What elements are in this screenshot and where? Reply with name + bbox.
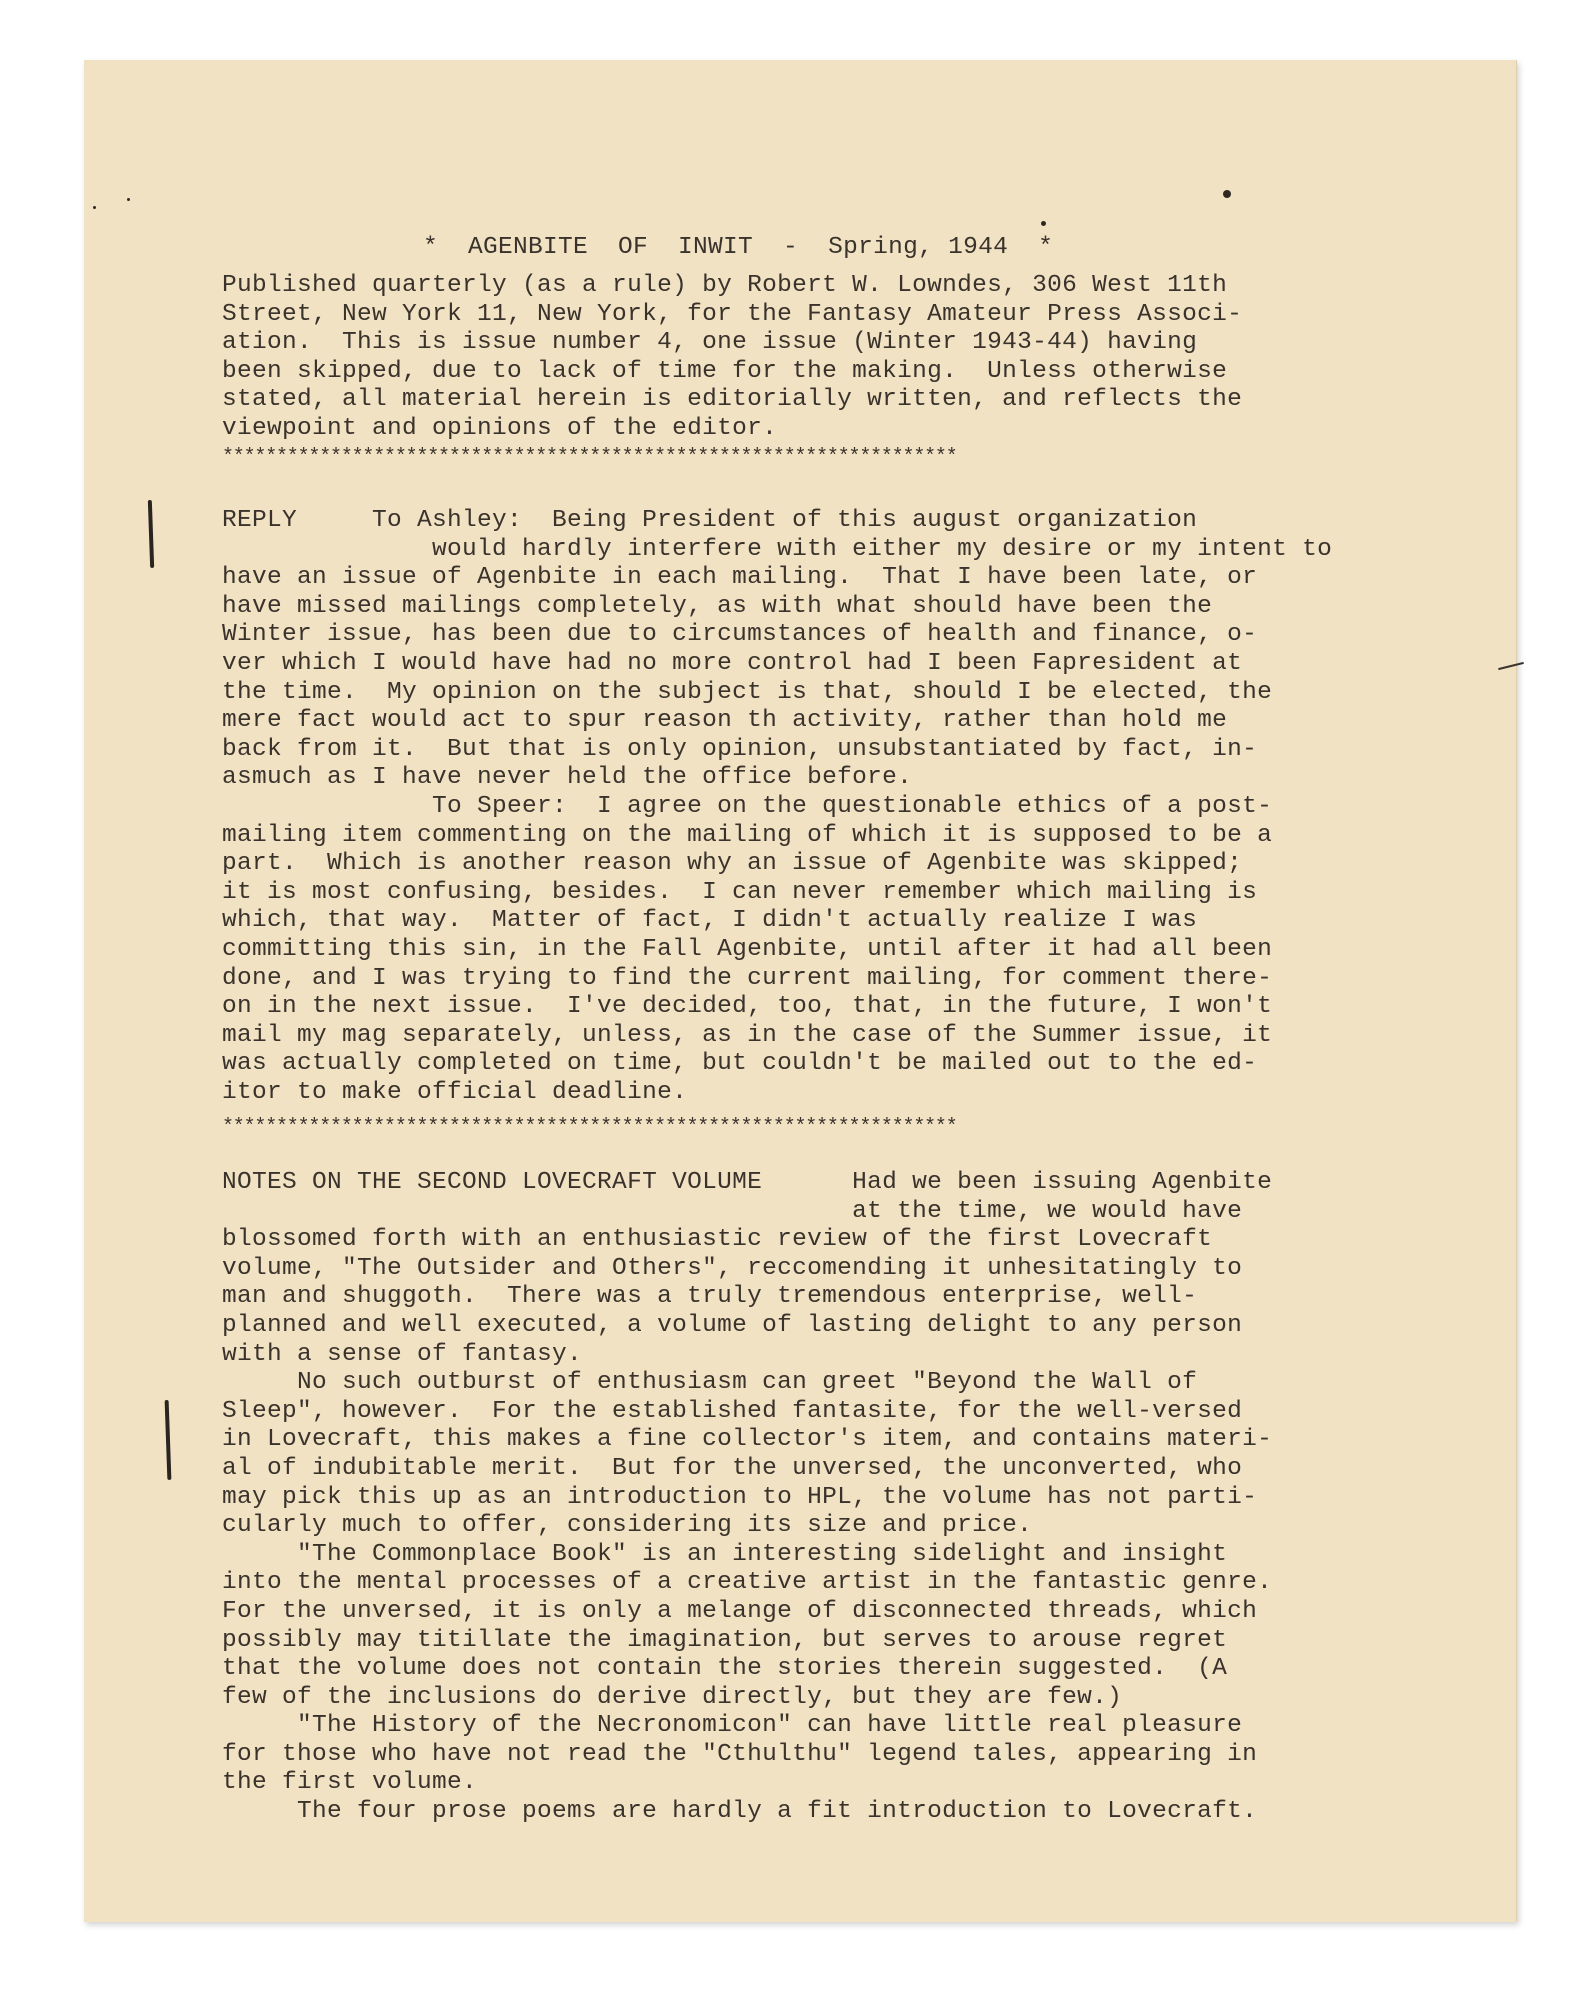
page-title: * AGENBITE OF INWIT - Spring, 1944 * — [423, 234, 1054, 261]
masthead-paragraph: Published quarterly (as a rule) by Robert W. Lowndes, 306 West 11th Street, New York 11, New York, for the Fantasy Amateur Press Associ- ation. This is issue number 4, one issue (Winter 1943-44) having been skipped, due to lack of time for the making. Unless otherwise stated, all material herein is editorially written, and reflects the viewpoint and opinions of the editor. — [222, 272, 1243, 442]
ink-speck — [1223, 190, 1231, 198]
asterisk-divider: ******************************************************************** — [222, 446, 957, 469]
ink-speck — [93, 206, 96, 209]
notes-section: NOTES ON THE SECOND LOVECRAFT VOLUME Had we been issuing Agenbite at the time, we would have blossomed forth with an enthusiastic review of the first Lovecraft volume, "The Outsider and Others", reccomending it unhesitatingly to man and shuggoth. There was a truly tremendous enterprise, well- planned and well executed, a volume of lasting delight to any person with a sense of fantasy. No such outburst of enthusiasm can greet "Beyond the Wall of Sleep", however. For the established fantasite, for the well-versed in Lovecraft, this makes a fine collector's item, and contains materi- al of indubitable merit. But for the unversed, the unconverted, who may pick this up as an introduction to HPL, the volume has not parti- cularly much to offer, considering its size and price. "The Commonplace Book" is an interesting sidelight and insight into the mental processes of a creative artist in the fantastic genre. For the unversed, it is only a melange of disconnected threads, which possibly may titillate the imagination, but serves to arouse regret that the volume does not contain the stories therein suggested. (A few of the inclusions do derive directly, but they are few.) "The History of the Necronomicon" can have little real pleasure for those who have not read the "Cthulthu" legend tales, appearing in the first volume. The four prose poems are hardly a fit introduction to Lovecraft. — [222, 1169, 1273, 1826]
ink-speck — [127, 198, 130, 201]
reply-section: REPLY To Ashley: Being President of this august organization would hardly interfere with either my desire or my intent to have an issue of Agenbite in each mailing. That I have been late, or have missed mailings completely, as with what should have been the Winter issue, has been due to circumstances of health and finance, o- ver which I would have had no more control had I been Fapresident at the time. My opinion on the subject is that, should I be elected, the mere fact would act to spur reason th activity, rather than hold me back from it. But that is only opinion, unsubstantiated by fact, in- asmuch as I have never held the office before. To Speer: I agree on the questionable ethics of a post- mailing item commenting on the mailing of which it is supposed to be a part. Which is another reason why an issue of Agenbite was skipped; it is most confusing, besides. I can never remember which mailing is which, that way. Matter of fact, I didn't actually realize I was committing this sin, in the Fall Agenbite, until after it had all been done, and I was trying to find the current mailing, for comment there- on in the next issue. I've decided, too, that, in the future, I won't mail my mag separately, unless, as in the case of the Summer issue, it was actually completed on time, but couldn't be mailed out to the ed- itor to make official deadline. — [222, 507, 1333, 1106]
asterisk-divider: ******************************************************************** — [222, 1116, 957, 1139]
ink-speck — [1041, 221, 1046, 226]
